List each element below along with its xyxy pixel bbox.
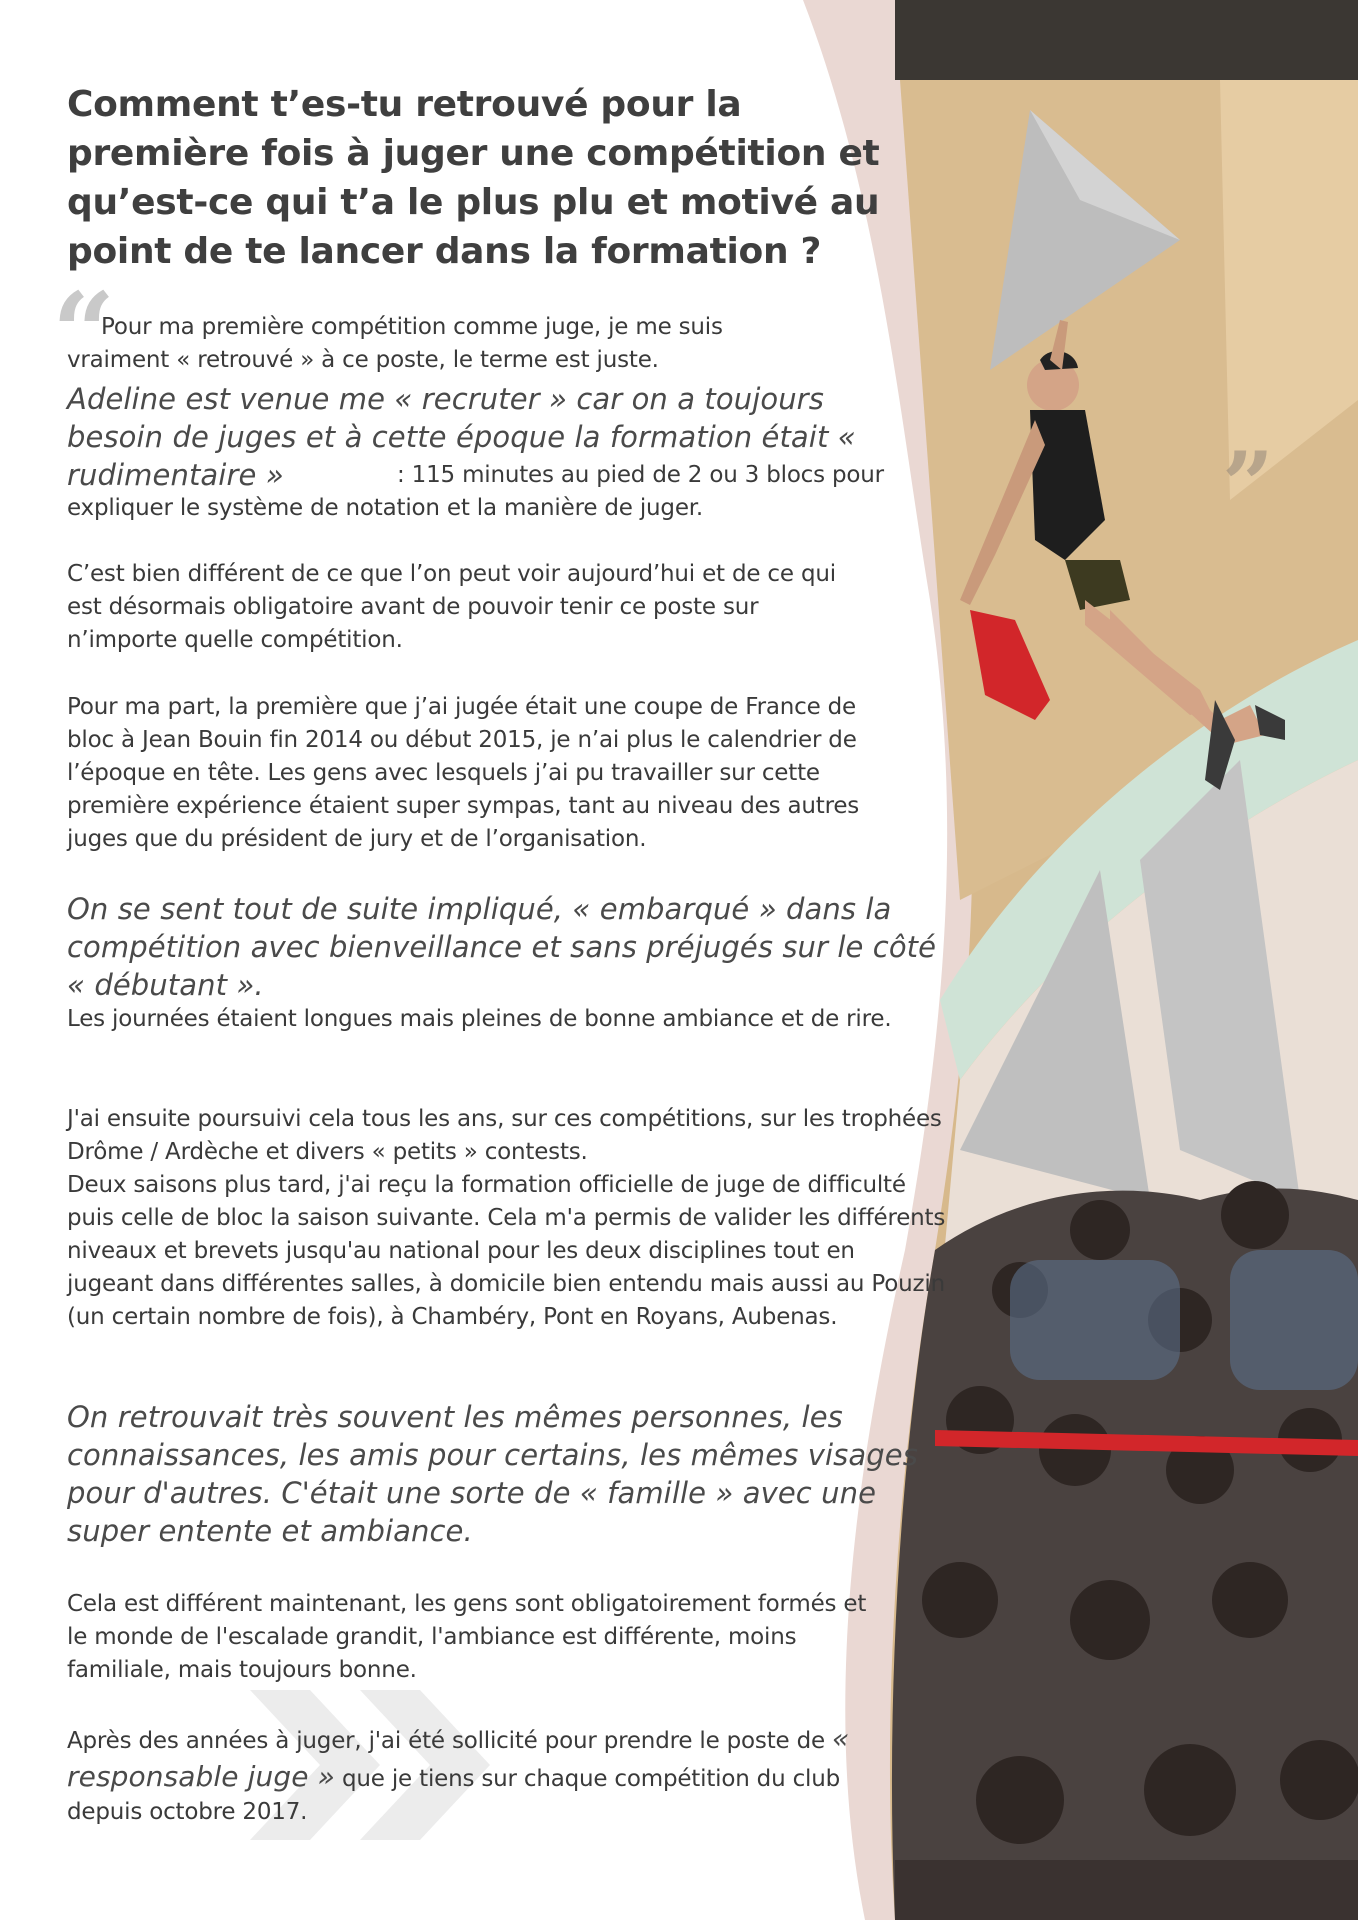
quote-open-icon: “ — [52, 268, 116, 397]
quote-close-icon: ” — [1222, 432, 1274, 538]
paragraph-5-italic: On retrouvait très souvent les mêmes personnes, les connaissances, les amis pour certains, les mêmes visages pour d'autres. C'était une sorte de « famille » avec une super entente et ambiance. — [67, 1400, 918, 1548]
paragraph-7b: que je tiens sur chaque compétition du club depuis octobre 2017. — [67, 1766, 840, 1825]
paragraph-7-italic: « responsable juge » — [67, 1722, 850, 1793]
paragraph-1a: Pour ma première compétition comme juge, je me suis vraiment « retrouvé » à ce poste, le terme est juste. — [67, 314, 723, 373]
paragraph-2: C’est bien différent de ce que l’on peut voir aujourd’hui et de ce qui est désormais obligatoire avant de pouvoir tenir ce poste sur n’importe quelle compétition. — [67, 561, 836, 653]
paragraph-4b: Deux saisons plus tard, j'ai reçu la formation officielle de juge de difficulté puis celle de bloc la saison suivante. Cela m'a permis de valider les différents niveaux et brevets jusqu'au national pour les deux disciplines tout en jugeant dans différentes salles, à domicile bien entendu mais aussi au Pouzin (un certain nombre de fois), à Chambéry, Pont en Royans, Aubenas. — [67, 1172, 946, 1330]
paragraph-4: J'ai ensuite poursuivi cela tous les ans, sur ces compétitions, sur les trophées Drôme / Ardèche et divers « petits » contests. — [67, 1106, 942, 1165]
paragraph-1-italic: Adeline est venue me « recruter » car on a toujours besoin de juges et à cette époque la formation était « rudimentaire » — [67, 382, 856, 492]
paragraph-6: Cela est différent maintenant, les gens sont obligatoirement formés et le monde de l'escalade grandit, l'ambiance est différente, moins familiale, mais toujours bonne. — [67, 1591, 867, 1683]
paragraph-1b: : 115 minutes au pied de 2 ou 3 blocs pour expliquer le système de notation et la manière de juger. — [67, 462, 884, 521]
paragraph-7a: Après des années à juger, j'ai été sollicité pour prendre le poste de — [67, 1728, 833, 1754]
ceiling — [895, 0, 1358, 80]
page-title: Comment t’es-tu retrouvé pour la première fois à juger une compétition et qu’est-ce qui t’a le plus plu et motivé au point de te lancer dans la formation ? — [67, 84, 880, 272]
paragraph-3b: Les journées étaient longues mais pleines de bonne ambiance et de rire. — [67, 1006, 892, 1032]
paragraph-7 — [67, 1720, 897, 1829]
paragraph-3: Pour ma part, la première que j’ai jugée était une coupe de France de bloc à Jean Bouin fin 2014 ou début 2015, je n’ai plus le calendrier de l’époque en tête. Les gens avec lesquels j’ai pu travailler sur cette première expérience étaient super sympas, tant au niveau des autres juges que du président de jury et de l’organisation. — [67, 694, 860, 852]
paragraph-3-italic: On se sent tout de suite impliqué, « embarqué » dans la compétition avec bienveillance et sans préjugés sur le côté « débutant ». — [67, 892, 937, 1002]
